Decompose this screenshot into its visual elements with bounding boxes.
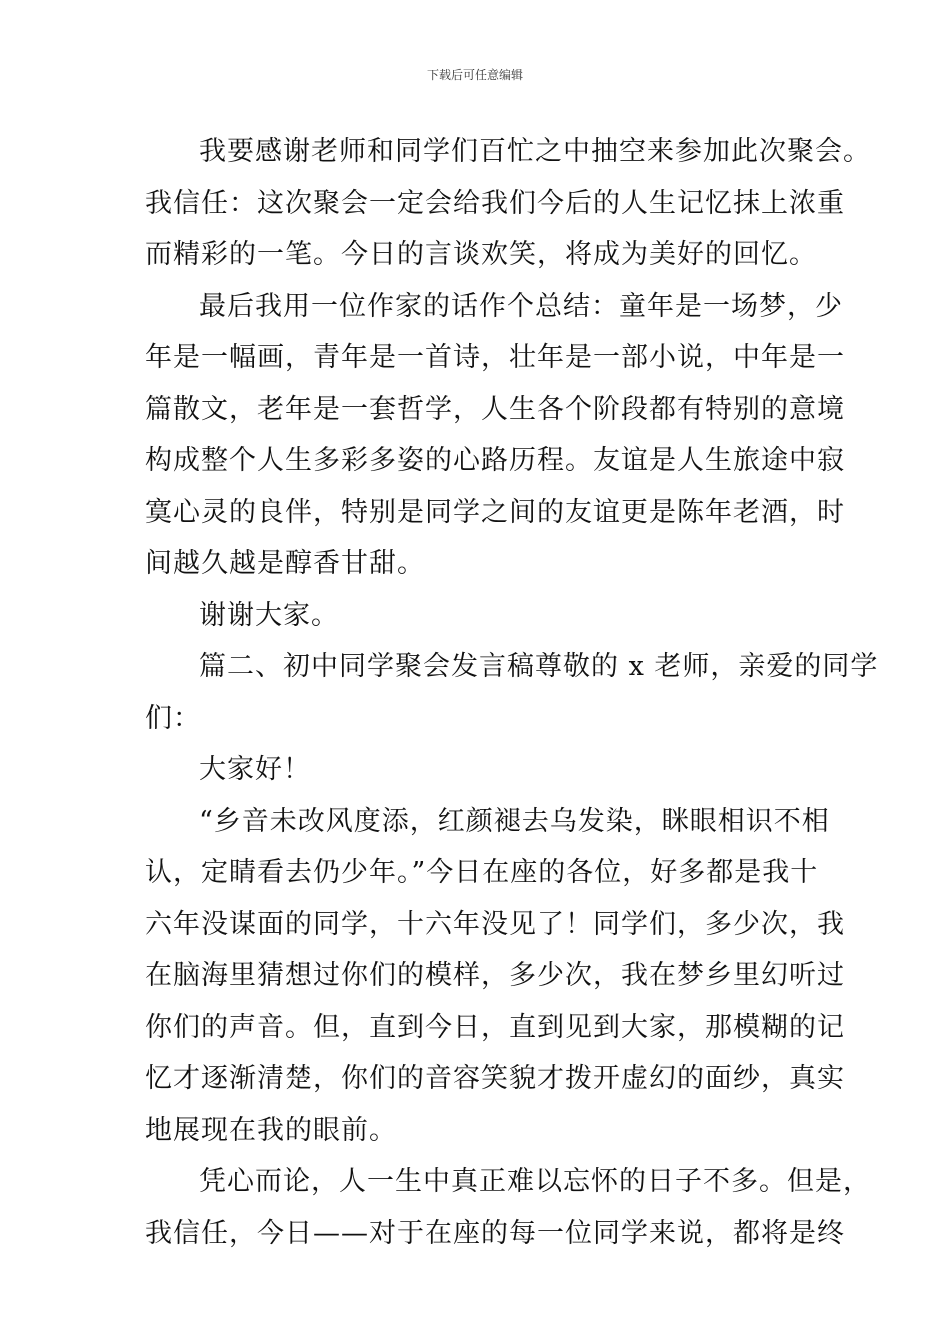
text-line: “乡音未改风度添，红颜褪去乌发染，眯眼相识不相 [199, 805, 830, 837]
text-line: 们： [145, 702, 201, 734]
text-line: 最后我用一位作家的话作个总结：童年是一场梦，少 [199, 290, 843, 322]
document-body [145, 126, 879, 1259]
text-line: 篇二、初中同学聚会发言稿尊敬的 x 老师，亲爱的同学 [199, 651, 879, 682]
text-line: 凭心而论，人一生中真正难以忘怀的日子不多。但是， [199, 1166, 871, 1197]
text-line: 你们的声音。但，直到今日，直到见到大家，那模糊的记 [145, 1011, 845, 1043]
text-line: 认，定睛看去仍少年。”今日在座的各位，好多都是我十 [145, 857, 819, 888]
page-header: 下载后可任意编辑 [426, 68, 523, 82]
text-line: 篇散文，老年是一套哲学，人生各个阶段都有特别的意境 [145, 393, 845, 425]
text-line: 在脑海里猜想过你们的模样，多少次，我在梦乡里幻听过 [145, 960, 845, 991]
text-line: 忆才逐渐清楚，你们的音容笑貌才拨开虚幻的面纱，真实 [145, 1063, 845, 1094]
text-line: 我信任，今日——对于在座的每一位同学来说，都将是终 [145, 1217, 845, 1249]
text-line: 地展现在我的眼前。 [145, 1114, 397, 1146]
text-line: 而精彩的一笔。今日的言谈欢笑，将成为美好的回忆。 [145, 239, 817, 270]
text-line: 构成整个人生多彩多姿的心路历程。友谊是人生旅途中寂 [145, 445, 845, 476]
text-line: 大家好！ [199, 754, 311, 785]
text-line: 我信任：这次聚会一定会给我们今后的人生记忆抹上浓重 [145, 187, 845, 219]
text-line: 我要感谢老师和同学们百忙之中抽空来参加此次聚会。 [199, 136, 871, 167]
text-line: 年是一幅画，青年是一首诗，壮年是一部小说，中年是一 [145, 342, 845, 373]
text-line: 六年没谋面的同学，十六年没见了！同学们，多少次，我 [145, 908, 845, 940]
text-line: 间越久越是醇香甘甜。 [145, 548, 425, 579]
text-line: 寞心灵的良伴，特别是同学之间的友谊更是陈年老酒，时 [145, 496, 845, 528]
text-line: 谢谢大家。 [199, 599, 339, 631]
